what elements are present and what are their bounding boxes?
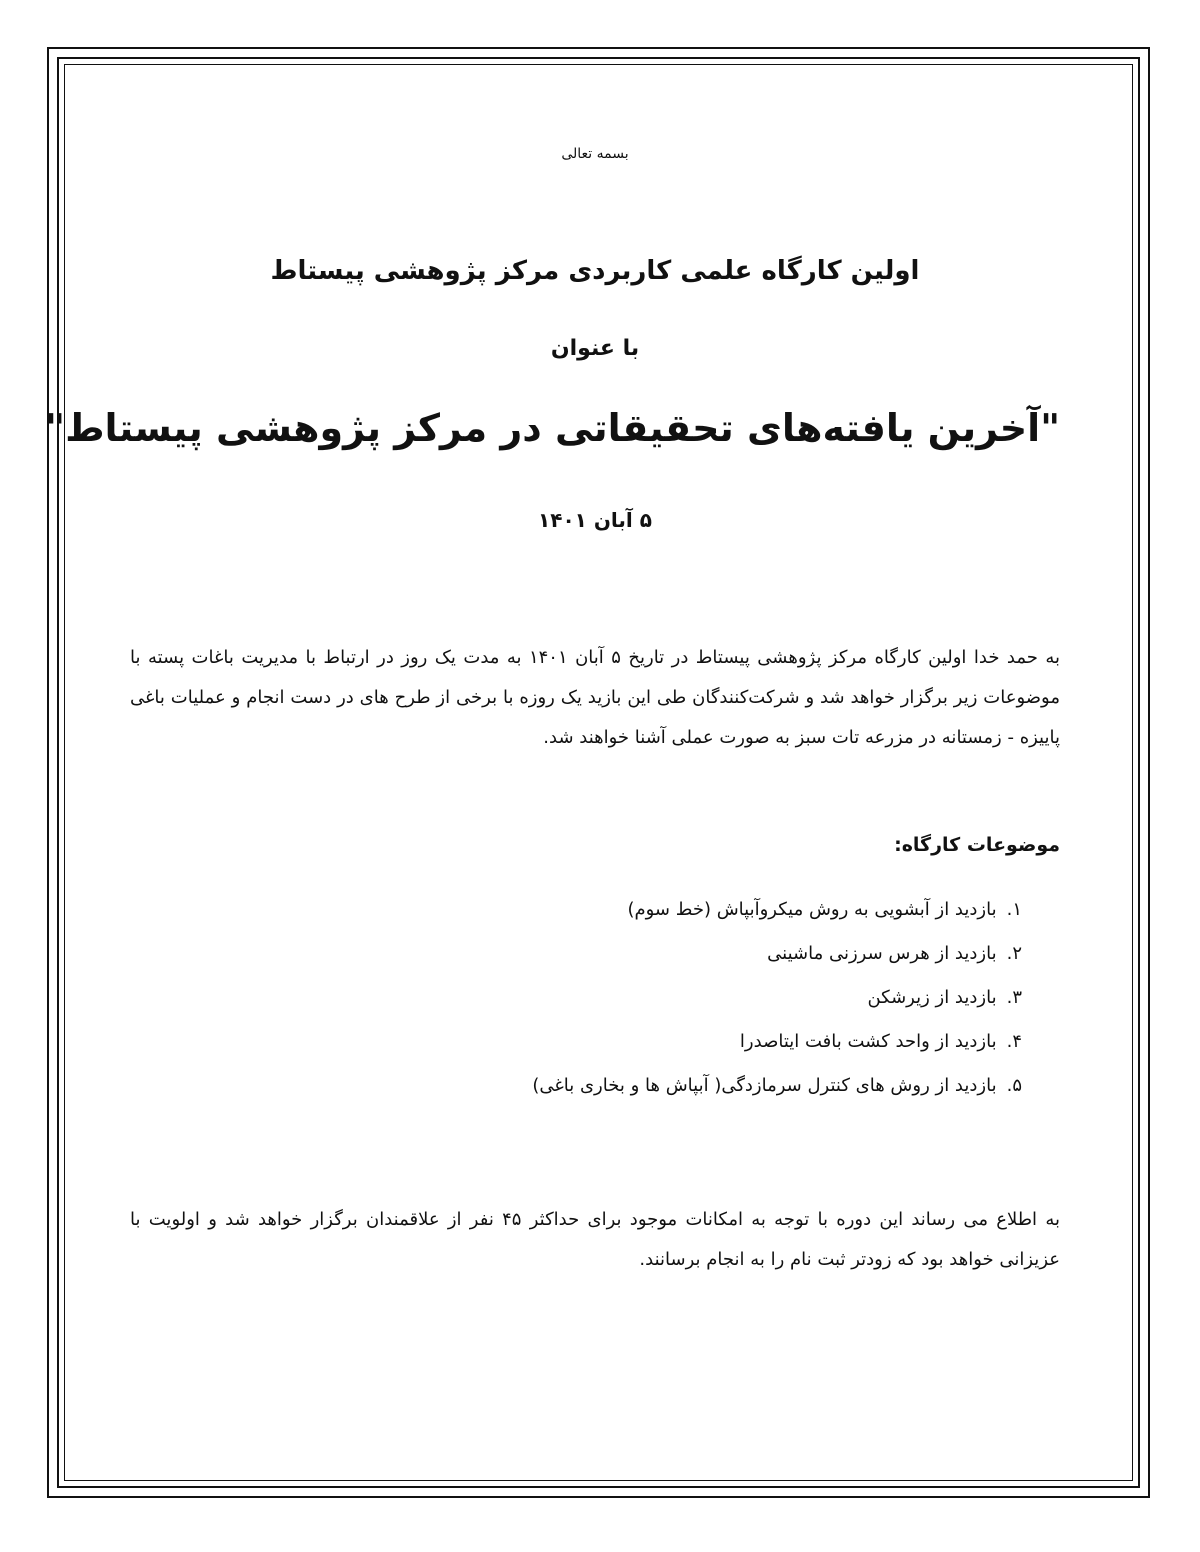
list-item-text: بازدید از روش های کنترل سرمازدگی( آبپاش ها و بخاری باغی) <box>532 1075 997 1096</box>
list-item-text: بازدید از آبشویی به روش میکروآبپاش (خط سوم) <box>627 899 997 920</box>
list-item-number: ۱. <box>1006 899 1022 920</box>
with-title-label: با عنوان <box>550 336 640 361</box>
list-item-number: ۲. <box>1006 943 1022 964</box>
workshop-title: اولین کارگاه علمی کاربردی مرکز پژوهشی پیستاط <box>270 256 920 286</box>
list-item-text: بازدید از هرس سرزنی ماشینی <box>767 943 997 964</box>
list-item <box>162 1064 1022 1108</box>
list-item-text: بازدید از زیرشکن <box>867 987 997 1008</box>
list-item-number: ۴. <box>1006 1031 1022 1052</box>
main-title: "آخرین یافته‌های تحقیقاتی در مرکز پژوهشی پیستاط" <box>45 406 1060 450</box>
list-item <box>162 932 1022 976</box>
topics-list <box>162 888 1022 1108</box>
document-content <box>45 0 1060 1552</box>
list-item <box>162 888 1022 932</box>
list-item-text: بازدید از واحد کشت بافت ایتاصدرا <box>739 1031 997 1052</box>
basmala: بسمه تعالی <box>561 146 629 162</box>
notice-paragraph: به اطلاع می رساند این دوره با توجه به امکانات موجود برای حداکثر ۴۵ نفر از علاقمندان برگزار خواهد شد و اولویت با عزیزانی خواهد بود که زودتر ثبت نام را به انجام برسانند. <box>130 1209 1060 1270</box>
list-item-number: ۳. <box>1006 987 1022 1008</box>
list-item <box>162 976 1022 1020</box>
workshop-date: ۵ آبان ۱۴۰۱ <box>538 508 652 532</box>
list-item <box>162 1020 1022 1064</box>
intro-paragraph: به حمد خدا اولین کارگاه مرکز پژوهشی پیستاط در تاریخ ۵ آبان ۱۴۰۱ به مدت یک روز در ارتباط با مدیریت باغات پسته با موضوعات زیر برگزار خواهد شد و شرکت‌کنندگان طی این بازید یک روزه با برخی از طرح های در دست انجام و عملیات باغی پاییزه - زمستانه در مزرعه تات سبز به صورت عملی آشنا خواهند شد. <box>130 647 1060 748</box>
list-item-number: ۵. <box>1006 1075 1022 1096</box>
topics-heading: موضوعات کارگاه: <box>894 834 1060 856</box>
